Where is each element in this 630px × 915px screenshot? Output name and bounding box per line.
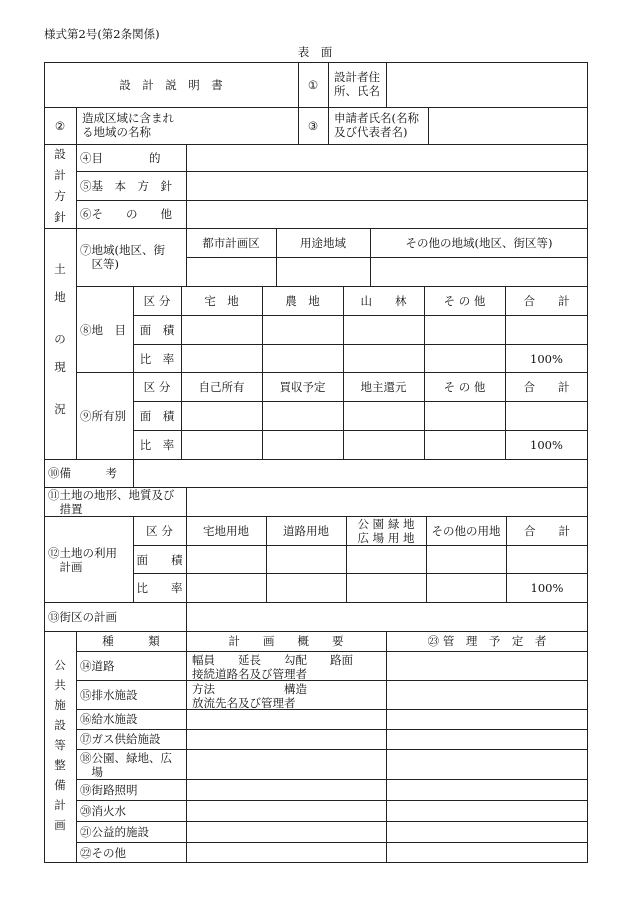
area-name-label: 造成区域に含まれ る地域の名称 [82, 111, 174, 139]
use-ratio-label: 比 率 [136, 581, 183, 595]
purpose-label: ④目 的 [80, 151, 161, 165]
public-other-label: ㉒その他 [80, 846, 126, 860]
category-header-other: そ の 他 [443, 294, 486, 308]
kind-header: 種 類 [102, 634, 160, 648]
public-facilities-group-label: 公 共 施 設 等 整 備 計 画 [54, 658, 66, 832]
ownership-area-label: 面 積 [139, 409, 175, 423]
land-status-group-label: 土 地 の 現 況 [54, 262, 66, 416]
manager-header: ㉓ 管 理 予 定 者 [427, 634, 547, 648]
fire-water-label: ⑳消火水 [80, 804, 126, 818]
ownership-header-return: 地主還元 [360, 380, 407, 394]
terrain-label: ⑪土地の地形、地質及び 措置 [48, 488, 175, 516]
use-header-kubun: 区 分 [146, 524, 173, 538]
form-number: 様式第2号(第2条関係) [44, 27, 160, 41]
designer-label: 設計者住 所、氏名 [334, 70, 380, 98]
item-number-2: ② [54, 119, 66, 133]
design-policy-group-label: 設 計 方 針 [54, 147, 66, 224]
category-header-kubun: 区 分 [143, 294, 171, 308]
public-interest-facility-label: ㉑公益的施設 [80, 825, 149, 839]
ownership-label: ⑨所有別 [80, 409, 126, 423]
drainage-outline-note: 方法 構造 放流先名及び管理者 [192, 682, 307, 710]
use-header-other: その他の用地 [431, 524, 501, 538]
city-plan-header: 都市計画区 [202, 236, 260, 250]
use-header-road: 道路用地 [283, 524, 329, 538]
category-total-percent: 100% [530, 352, 563, 366]
land-use-plan-label: ⑫土地の利用 計画 [48, 546, 117, 574]
page-side-label: 表 面 [297, 45, 333, 59]
form-title: 設 計 説 明 書 [119, 78, 223, 92]
use-header-park: 公 園 緑 地 広 場 用 地 [357, 517, 415, 545]
road-outline-note: 幅員 延長 勾配 路面 接続道路名及び管理者 [192, 653, 353, 681]
ownership-header-other: そ の 他 [443, 380, 486, 394]
ownership-ratio-label: 比 率 [139, 438, 175, 452]
item-number-1: ① [307, 78, 319, 92]
category-header-farmland: 農 地 [285, 294, 320, 308]
applicant-label: 申請者氏名(名称 及び代表者名) [334, 111, 419, 139]
category-header-total: 合 計 [523, 294, 570, 308]
road-label: ⑭道路 [80, 659, 115, 673]
drainage-label: ⑮排水施設 [80, 688, 138, 702]
other-zone-header: その他の地域(地区、街区等) [405, 236, 553, 250]
use-area-label: 面 積 [136, 553, 183, 567]
use-zone-header: 用途地域 [300, 236, 346, 250]
street-lighting-label: ⑲街路照明 [80, 783, 138, 797]
water-supply-label: ⑯給水施設 [80, 712, 138, 726]
ownership-header-purchase: 買収予定 [279, 380, 326, 394]
basic-policy-label: ⑤基 本 方 針 [80, 179, 172, 193]
category-header-forest: 山 林 [360, 294, 407, 308]
remarks-label: ⑩備 考 [48, 466, 117, 480]
block-plan-label: ⑬街区の計画 [48, 610, 117, 624]
ownership-total-percent: 100% [530, 438, 563, 452]
policy-other-label: ⑥そ の 他 [80, 207, 172, 221]
category-ratio-label: 比 率 [139, 352, 175, 366]
land-category-label: ⑧地 目 [80, 323, 126, 337]
use-total-percent: 100% [530, 581, 564, 595]
category-area-label: 面 積 [139, 323, 175, 337]
category-header-residential: 宅 地 [204, 294, 239, 308]
region-label: ⑦地域(地区、街 区等) [80, 243, 165, 271]
use-header-residential: 宅地用地 [203, 524, 249, 538]
ownership-header-self: 自己所有 [198, 380, 245, 394]
ownership-header-kubun: 区 分 [143, 380, 171, 394]
item-number-3: ③ [307, 119, 319, 133]
outline-header: 計 画 概 要 [228, 634, 344, 648]
gas-supply-label: ⑰ガス供給施設 [80, 732, 161, 746]
use-header-total: 合 計 [524, 524, 570, 538]
ownership-header-total: 合 計 [523, 380, 570, 394]
park-label: ⑱公園、緑地、広 場 [80, 751, 172, 779]
